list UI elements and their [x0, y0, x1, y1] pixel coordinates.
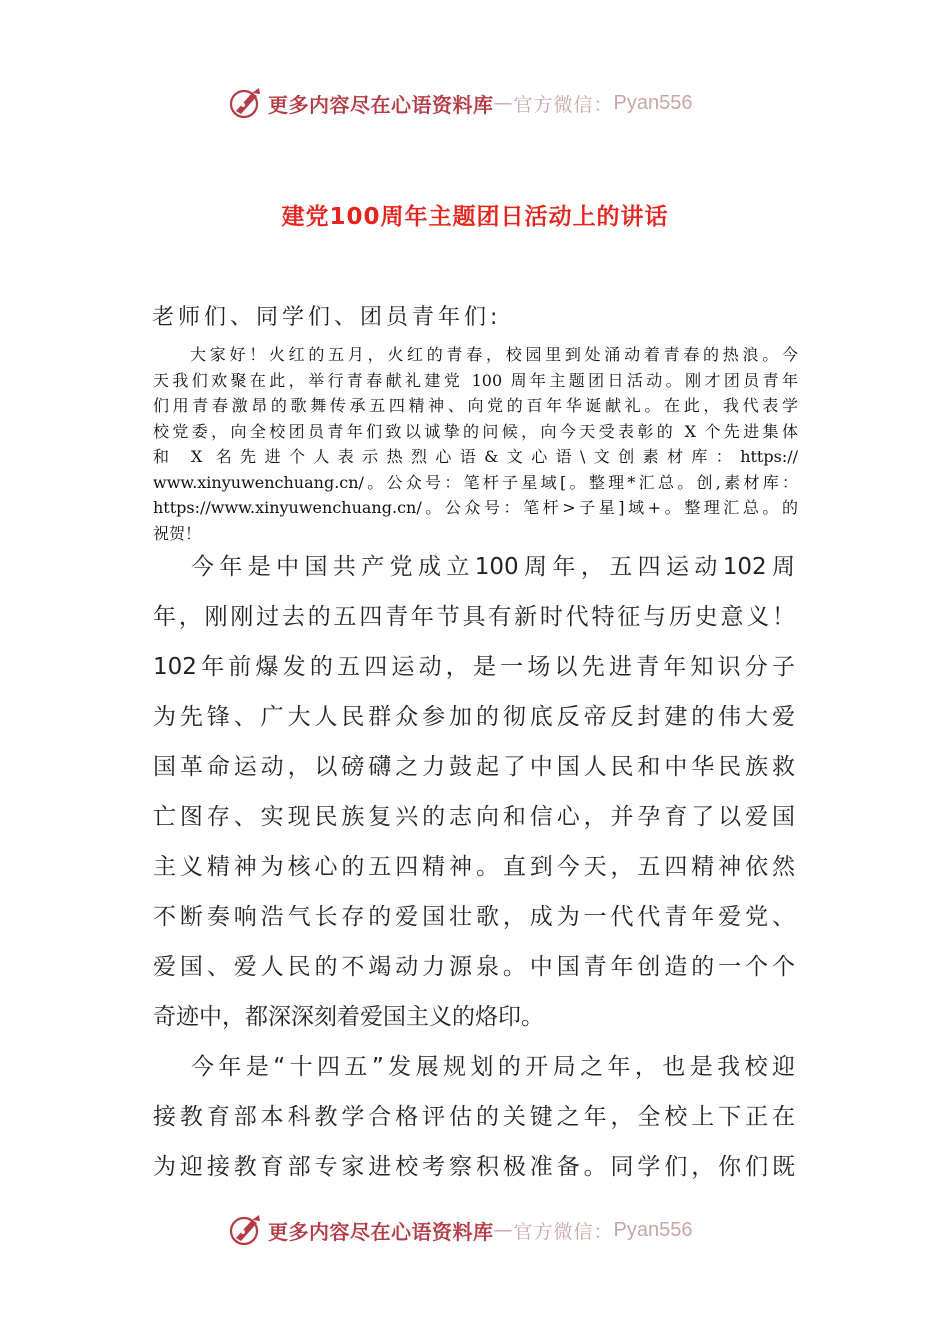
- paragraph-2: [153, 542, 795, 1042]
- paragraph-line: 亡图存、实现民族复兴的志向和信心，并孕育了以爱国: [153, 804, 795, 830]
- paragraph-line: 不断奏响浩气长存的爱国壮歌，成为一代代青年爱党、: [153, 904, 795, 930]
- paragraph-line: www.xinyuwenchuang.cn/。公众号：笔杆子星域[。整理*汇总。创,素材库：: [153, 472, 798, 492]
- paragraph-line: 主义精神为核心的五四精神。直到今天，五四精神依然: [153, 854, 795, 880]
- banner-main-text: 更多内容尽在心语资料库: [268, 92, 494, 117]
- paragraph-1: [153, 342, 798, 546]
- footer-banner: [228, 1210, 692, 1250]
- banner-dash: —: [493, 92, 514, 114]
- banner-wechat-label: 官方微信：: [513, 93, 614, 116]
- salutation: 老师们、同学们、团员青年们:: [152, 305, 502, 330]
- paragraph-line: 大家好！火红的五月，火红的青春，校园里到处涌动着青春的热浪。今: [190, 345, 798, 364]
- paragraph-line: 今年是中国共产党成立100周年，五四运动102周: [191, 554, 795, 580]
- banner-wechat-label: 官方微信：: [513, 1220, 614, 1243]
- paragraph-line: 为迎接教育部专家进校考察积极准备。同学们，你们既: [153, 1154, 795, 1180]
- paragraph-line: 接教育部本科教学合格评估的关键之年，全校上下正在: [153, 1104, 795, 1130]
- paragraph-line: 奇迹中，都深深刻着爱国主义的烙印。: [153, 1004, 544, 1030]
- paragraph-line: 祝贺！: [153, 523, 202, 543]
- paragraph-line: https://www.xinyuwenchuang.cn/。公众号：笔杆>子星]域+。整理汇总。的: [153, 498, 798, 517]
- banner-wechat-id: Pyan556: [613, 1218, 693, 1241]
- paragraph-line: 爱国、爱人民的不竭动力源泉。中国青年创造的一个个: [153, 954, 795, 980]
- pen-nib-logo-icon: [228, 1212, 264, 1248]
- paragraph-line: 今年是“十四五”发展规划的开局之年，也是我校迎: [191, 1054, 795, 1080]
- paragraph-3: [153, 1042, 795, 1192]
- paragraph-line: 年，刚刚过去的五四青年节具有新时代特征与历史意义！: [153, 604, 795, 630]
- paragraph-line: 和 X 名先进个人表示热烈心语&文心语\文创素材库：https://: [153, 447, 798, 466]
- banner-main-text: 更多内容尽在心语资料库: [268, 1219, 494, 1244]
- document-title: 建党100周年主题团日活动上的讲话: [281, 204, 669, 230]
- paragraph-line: 们用青春激昂的歌舞传承五四精神、向党的百年华诞献礼。在此，我代表学: [153, 396, 798, 415]
- paragraph-line: 天我们欢聚在此，举行青春献礼建党 100 周年主题团日活动。刚才团员青年: [153, 370, 798, 390]
- paragraph-line: 国革命运动，以磅礴之力鼓起了中国人民和中华民族救: [153, 754, 795, 780]
- paragraph-line: 校党委，向全校团员青年们致以诚挚的问候，向今天受表彰的 X 个先进集体: [153, 421, 798, 441]
- pen-nib-logo-icon: [228, 85, 264, 121]
- paragraph-line: 102年前爆发的五四运动，是一场以先进青年知识分子: [153, 654, 795, 680]
- banner-wechat-id: Pyan556: [613, 91, 693, 114]
- header-banner: [228, 83, 692, 123]
- banner-dash: —: [493, 1219, 514, 1241]
- paragraph-line: 为先锋、广大人民群众参加的彻底反帝反封建的伟大爱: [153, 704, 795, 730]
